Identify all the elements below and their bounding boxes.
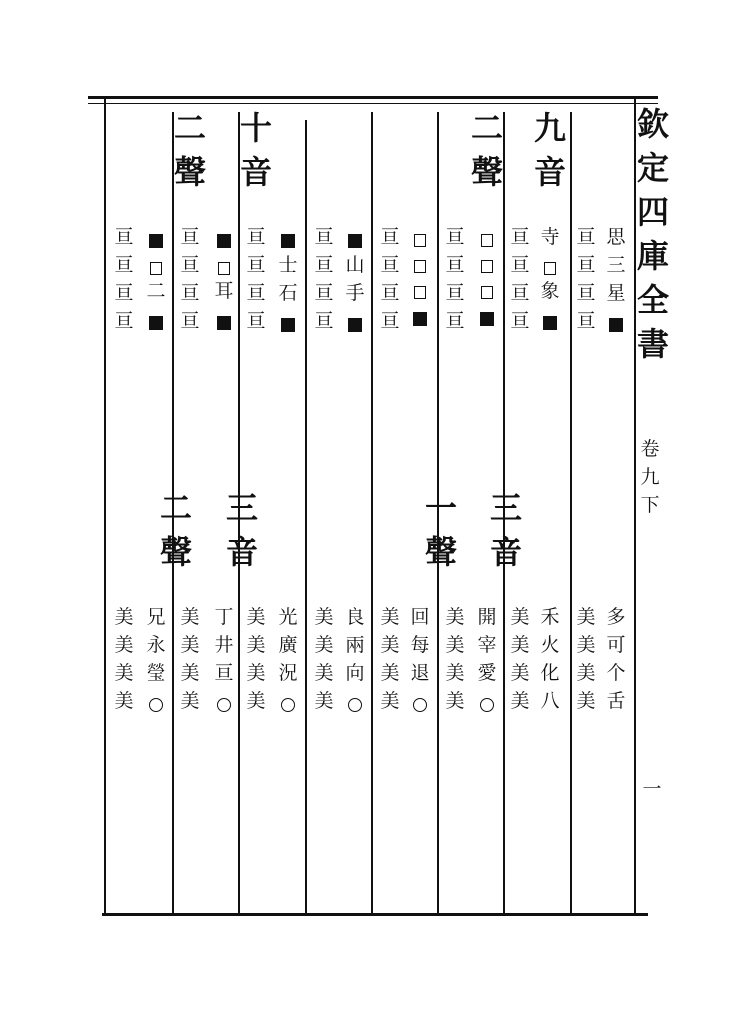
- empty-square-mark: [544, 262, 556, 275]
- page-number-text: 一: [642, 778, 662, 800]
- filled-square-mark: [480, 312, 494, 326]
- lower-entry: [210, 608, 238, 720]
- lower-entry: [142, 608, 170, 720]
- heading-char: 二: [173, 109, 206, 147]
- entry-char: 退: [410, 662, 430, 684]
- left-border-line: [104, 96, 106, 914]
- filled-square-mark: [149, 234, 163, 248]
- page-number: [640, 780, 664, 808]
- volume-char: 下: [640, 494, 660, 516]
- lower-entry: [602, 608, 630, 720]
- entry-char: 亘: [246, 282, 266, 304]
- upper-entry: [506, 228, 534, 340]
- entry-char: 亘: [214, 662, 234, 684]
- entry-char: 亘: [114, 310, 134, 332]
- heading-char: 十: [239, 109, 272, 147]
- entry-char: 象: [540, 280, 560, 302]
- entry-char: 火: [540, 634, 560, 656]
- entry-char: 美: [246, 606, 266, 628]
- empty-square-mark: [481, 234, 493, 247]
- upper-entry: [376, 228, 404, 340]
- upper-entry: [176, 228, 204, 340]
- entry-char: 瑩: [146, 662, 166, 684]
- upper-entry: [310, 228, 338, 340]
- entry-char: 亘: [180, 310, 200, 332]
- entry-char: 亘: [576, 254, 596, 276]
- lower-entry: [274, 608, 302, 720]
- title-char: 欽: [636, 105, 669, 143]
- entry-char: 亘: [445, 254, 465, 276]
- entry-char: 亘: [180, 282, 200, 304]
- entry-char: 美: [314, 634, 334, 656]
- entry-char: 美: [380, 606, 400, 628]
- entry-char: 井: [214, 634, 234, 656]
- title-char: 定: [636, 149, 669, 187]
- entry-char: 永: [146, 634, 166, 656]
- entry-char: 三: [606, 254, 626, 276]
- entry-char: 亘: [380, 226, 400, 248]
- upper-entry: [210, 228, 238, 338]
- entry-char: 美: [510, 606, 530, 628]
- filled-square-mark: [413, 312, 427, 326]
- title-char: 四: [636, 193, 669, 231]
- entry-char: 亘: [576, 310, 596, 332]
- entry-char: 亘: [576, 282, 596, 304]
- entry-char: 美: [510, 690, 530, 712]
- entry-char: 美: [510, 634, 530, 656]
- entry-char: 寺: [540, 226, 560, 248]
- entry-char: 亘: [445, 310, 465, 332]
- entry-char: 向: [345, 662, 365, 684]
- entry-char: 兄: [146, 606, 166, 628]
- heading-char: 聲: [470, 153, 503, 191]
- entry-char: 美: [380, 690, 400, 712]
- section-char: 三: [489, 489, 522, 527]
- entry-char: 亘: [445, 282, 465, 304]
- book-title: [636, 105, 670, 372]
- lower-entry: [176, 608, 204, 720]
- entry-char: 良: [345, 606, 365, 628]
- title-char: 全: [636, 281, 669, 319]
- filled-square-mark: [149, 316, 163, 330]
- entry-char: 況: [278, 662, 298, 684]
- upper-entry: [242, 228, 270, 340]
- section-char: 二: [159, 489, 192, 527]
- entry-char: 亘: [246, 226, 266, 248]
- lower-entry: [242, 608, 270, 720]
- filled-square-mark: [609, 318, 623, 332]
- entry-char: 亘: [180, 226, 200, 248]
- lower-entry: [110, 608, 138, 720]
- top-border-rule: [88, 96, 658, 104]
- entry-char: 亘: [510, 310, 530, 332]
- entry-char: 美: [180, 634, 200, 656]
- heading-char: 聲: [173, 153, 206, 191]
- entry-char: 个: [606, 662, 626, 684]
- entry-char: 思: [606, 226, 626, 248]
- upper-entry: [536, 228, 564, 338]
- entry-char: 亘: [510, 226, 530, 248]
- entry-char: 光: [278, 606, 298, 628]
- empty-square-mark: [150, 262, 162, 275]
- lower-entry: [310, 608, 338, 720]
- section-char: 聲: [159, 533, 192, 571]
- filled-square-mark: [348, 318, 362, 332]
- section-char: 一: [424, 489, 457, 527]
- entry-char: 美: [246, 690, 266, 712]
- entry-char: 山: [345, 254, 365, 276]
- entry-char: 美: [510, 662, 530, 684]
- entry-char: 亘: [114, 282, 134, 304]
- entry-char: 二: [146, 280, 166, 302]
- entry-char: 美: [114, 690, 134, 712]
- section-char: 音: [225, 533, 258, 571]
- entry-char: 多: [606, 606, 626, 628]
- entry-char: 美: [314, 606, 334, 628]
- empty-square-mark: [218, 262, 230, 275]
- section-heading: [154, 489, 198, 580]
- entry-char: 亘: [314, 310, 334, 332]
- entry-char: 每: [410, 634, 430, 656]
- upper-entry: [602, 228, 630, 340]
- entry-char: 美: [180, 606, 200, 628]
- entry-char: 美: [114, 634, 134, 656]
- column-divider: [371, 112, 373, 914]
- section-heading: [484, 489, 528, 580]
- filled-square-mark: [543, 316, 557, 330]
- column-heading: [465, 109, 509, 200]
- filled-square-mark: [281, 318, 295, 332]
- lower-entry: [473, 608, 501, 720]
- column-heading: [234, 109, 278, 200]
- entry-char: 美: [180, 690, 200, 712]
- lower-entry: [536, 608, 564, 720]
- entry-char: 美: [576, 662, 596, 684]
- empty-square-mark: [414, 234, 426, 247]
- entry-char: 美: [445, 662, 465, 684]
- volume-label: [636, 440, 664, 524]
- entry-char: 亘: [380, 282, 400, 304]
- entry-char: 美: [114, 662, 134, 684]
- column-heading: [528, 109, 572, 200]
- upper-entry: [341, 228, 369, 340]
- upper-entry: [572, 228, 600, 340]
- section-heading: [220, 489, 264, 580]
- circle-mark: [281, 698, 295, 712]
- entry-char: 美: [380, 662, 400, 684]
- entry-char: 廣: [278, 634, 298, 656]
- entry-char: 亘: [445, 226, 465, 248]
- upper-entry: [110, 228, 138, 340]
- lower-entry: [506, 608, 534, 720]
- heading-char: 九: [533, 109, 566, 147]
- lower-entry: [376, 608, 404, 720]
- lower-entry: [341, 608, 369, 720]
- upper-entry: [473, 228, 501, 334]
- section-char: 音: [489, 533, 522, 571]
- entry-char: 回: [410, 606, 430, 628]
- circle-mark: [149, 698, 163, 712]
- entry-char: 美: [445, 690, 465, 712]
- entry-char: 亘: [576, 226, 596, 248]
- entry-char: 士: [278, 254, 298, 276]
- entry-char: 舌: [606, 690, 626, 712]
- column-divider: [305, 120, 307, 914]
- filled-square-mark: [217, 234, 231, 248]
- circle-mark: [348, 698, 362, 712]
- section-char: 三: [225, 489, 258, 527]
- entry-char: 亘: [114, 226, 134, 248]
- entry-char: 愛: [477, 662, 497, 684]
- entry-char: 兩: [345, 634, 365, 656]
- entry-char: 美: [380, 634, 400, 656]
- heading-char: 二: [470, 109, 503, 147]
- lower-entry: [441, 608, 469, 720]
- entry-char: 石: [278, 282, 298, 304]
- filled-square-mark: [348, 234, 362, 248]
- entry-char: 亘: [246, 254, 266, 276]
- lower-entry: [572, 608, 600, 720]
- entry-char: 美: [180, 662, 200, 684]
- section-char: 聲: [424, 533, 457, 571]
- entry-char: 禾: [540, 606, 560, 628]
- entry-char: 八: [540, 690, 560, 712]
- entry-char: 亘: [314, 254, 334, 276]
- heading-char: 音: [533, 153, 566, 191]
- entry-char: 亘: [314, 282, 334, 304]
- volume-char: 卷: [640, 438, 660, 460]
- entry-char: 可: [606, 634, 626, 656]
- entry-char: 宰: [477, 634, 497, 656]
- entry-char: 亘: [114, 254, 134, 276]
- bottom-border-rule: [102, 913, 648, 916]
- entry-char: 美: [246, 634, 266, 656]
- lower-entry: [406, 608, 434, 720]
- section-heading: [419, 489, 463, 580]
- entry-char: 亘: [510, 282, 530, 304]
- entry-char: 丁: [214, 606, 234, 628]
- entry-char: 化: [540, 662, 560, 684]
- circle-mark: [413, 698, 427, 712]
- empty-square-mark: [481, 286, 493, 299]
- entry-char: 美: [576, 634, 596, 656]
- entry-char: 亘: [246, 310, 266, 332]
- empty-square-mark: [414, 260, 426, 273]
- empty-square-mark: [481, 260, 493, 273]
- entry-char: 亘: [380, 254, 400, 276]
- filled-square-mark: [217, 316, 231, 330]
- entry-char: 美: [576, 690, 596, 712]
- entry-char: 美: [314, 662, 334, 684]
- upper-entry: [406, 228, 434, 334]
- entry-char: 美: [445, 606, 465, 628]
- empty-square-mark: [414, 286, 426, 299]
- entry-char: 星: [606, 282, 626, 304]
- heading-char: 音: [239, 153, 272, 191]
- upper-entry: [274, 228, 302, 340]
- upper-entry: [441, 228, 469, 340]
- entry-char: 美: [445, 634, 465, 656]
- entry-char: 亘: [314, 226, 334, 248]
- entry-char: 美: [114, 606, 134, 628]
- entry-char: 手: [345, 282, 365, 304]
- entry-char: 美: [314, 690, 334, 712]
- entry-char: 美: [246, 662, 266, 684]
- entry-char: 美: [576, 606, 596, 628]
- column-heading: [168, 109, 212, 200]
- entry-char: 開: [477, 606, 497, 628]
- circle-mark: [480, 698, 494, 712]
- entry-char: 亘: [510, 254, 530, 276]
- entry-char: 耳: [214, 280, 234, 302]
- circle-mark: [217, 698, 231, 712]
- volume-char: 九: [640, 466, 660, 488]
- entry-char: 亘: [380, 310, 400, 332]
- title-char: 書: [636, 325, 669, 363]
- title-char: 庫: [636, 237, 669, 275]
- entry-char: 亘: [180, 254, 200, 276]
- filled-square-mark: [281, 234, 295, 248]
- upper-entry: [142, 228, 170, 338]
